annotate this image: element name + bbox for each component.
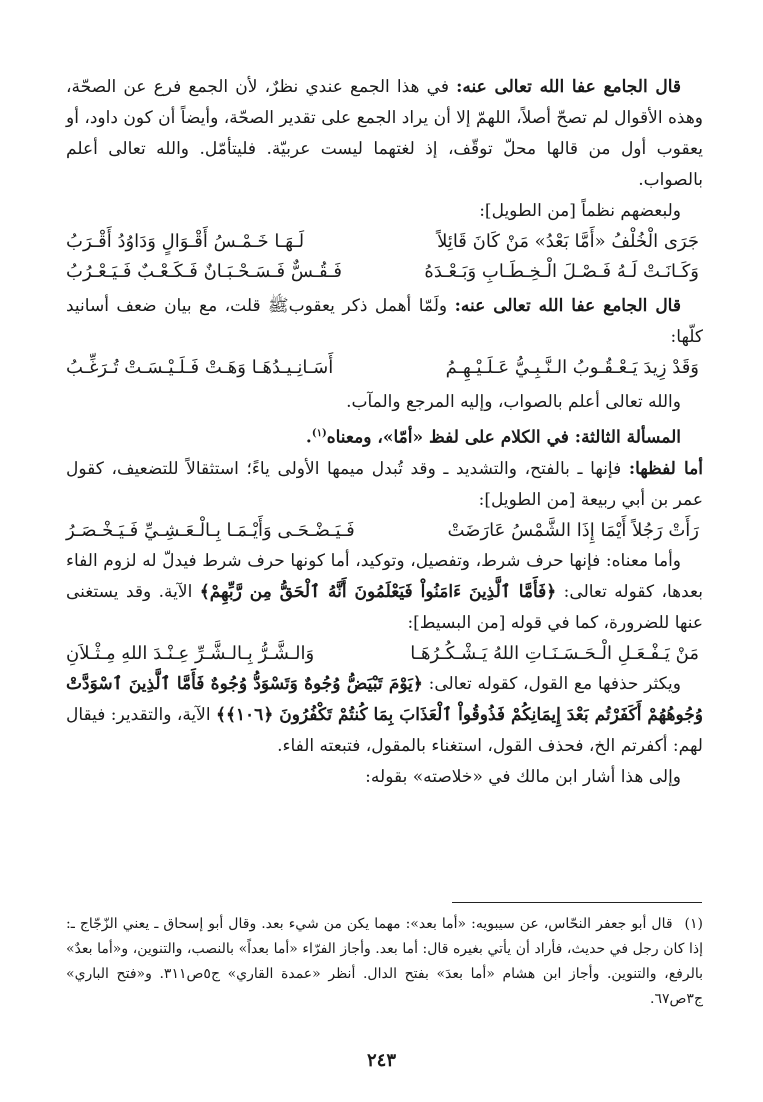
paragraph-1-heading: قال الجامع عفا الله تعالى عنه: (456, 77, 681, 97)
paragraph-8 (66, 669, 703, 762)
paragraph-4: والله تعالى أعلم بالصواب، وإليه المرجع والمآب. (346, 392, 681, 412)
verse-3 (66, 516, 703, 546)
verse-4-hemistich-b: وَالـشَّـرُّ بِـالـشَّـرِّ عِـنْـدَ اللهِ مِـثْـلاَنِ (66, 642, 315, 664)
paragraph-9: وإلى هذا أشار ابن مالك في «خلاصته» بقوله: (365, 766, 681, 787)
paragraph-6-text: فإنها ـ بالفتح، والتشديد ـ وقد تُبدل ميمها الأولى ياءً؛ استثقالاً للتضعيف، كقول عمر بن أبي ربيعة [من الطويل]: (66, 458, 703, 510)
verse-2-hemistich-a: وَقَدْ زِيدَ يَـعْـقُـوبُ الـنَّـبِـيُّ عَـلَـيْـهِـمُ (445, 357, 699, 378)
verse-1-hemistich-a1: جَرَى الْخُلْفُ «أَمَّا بَعْدُ» مَنْ كَانَ قَائِلاً (437, 231, 699, 252)
footnote-number: (١) (684, 916, 703, 932)
verse-4-hemistich-a: مَنْ يَـفْـعَـلِ الْـحَـسَـنَـاتِ اللهُ يَـشْـكُـرُهَـا (410, 642, 699, 664)
verse-3-hemistich-b: فَـيَـضْـحَـى وَأَيْـمَـا بِـالْـعَـشِـيِّ فَـيَـخْـصَـرُ (66, 519, 355, 541)
page-number: ٢٤٣ (366, 1050, 396, 1071)
verse-1-line-2 (66, 257, 703, 287)
page-body (66, 72, 703, 793)
paragraph-6-heading: أما لفظها: (628, 458, 703, 479)
section-heading-end: . (305, 427, 312, 448)
quran-quote-2: ﴿يَوْمَ تَبْيَضُّ وُجُوهٌ وَتَسْوَدُّ وُجُوهٌ فَأَمَّا ٱلَّذِينَ ٱسْوَدَّتْ وُجُوهُهُمْ أَكَفَرْتُم بَعْدَ إِيمَانِكُمْ فَذُوقُواْ ٱلْعَذَابَ بِمَا كُنتُمْ تَكْفُرُونَ ﴿١٠٦﴾﴾ (66, 673, 703, 725)
paragraph-1 (66, 72, 703, 196)
footnote-ref: (١) (311, 428, 327, 439)
section-heading (66, 418, 703, 454)
footnote-text: قال أبو جعفر النحّاس، عن سيبويه: «أما بعد»: مهما يكن من شيء بعد. وقال أبو إسحاق ـ يعني الزّجّاج ـ: إذا كان رجل في حديث، فأراد أن يأتي بغيره قال: أما بعد. وأجاز الفرّاء «أما بعداً» بالنصب، والتنوين، و«أما بعدٌ» بالرفع، والتنوين. وأجاز ابن هشام «أما بعدَ» بفتح الدال. أنظر «عمدة القاري» ج٥ص٣١١. و«فتح الباري» ج٣ص٦٧. (66, 916, 703, 1007)
section-heading-text: المسألة الثالثة: في الكلام على لفظ «أمّا»، ومعناه (326, 427, 681, 448)
footnote-divider (452, 902, 702, 903)
paragraph-8-text-2: الآية، والتقدير: فيقال لهم: أكفرتم الخ، فحذف القول، استغناء بالمقول، فتبعته الفاء. (66, 704, 703, 756)
verse-3-hemistich-a: رَأَتْ رَجُلاً أَيْمَا إِذَا الشَّمْسُ عَارَضَتْ (447, 519, 699, 541)
verse-1-hemistich-a2: وَكَـانَـتْ لَـهُ فَـصْـلَ الْـخِـطَـابِ وَبَـعْـدَهُ (424, 261, 699, 282)
verse-1-line-1 (66, 227, 703, 257)
footnote (66, 912, 703, 1012)
paragraph-7 (66, 546, 703, 639)
paragraph-3-heading: قال الجامع عفا الله تعالى عنه: (454, 296, 681, 316)
paragraph-3-text: ولَمّا أهمل ذكر يعقوبﷺ قلت، مع بيان ضعف أسانيد كلّها: (66, 296, 703, 347)
paragraph-7-text-2: الآية. وقد يستغنى عنها للضرورة، كما في قوله [من البسيط]: (66, 581, 703, 633)
paragraph-7-text-1: وأما معناه: فإنها حرف شرط، وتفصيل، وتوكيد، أما كونها حرف شرط فيدلّ له لزوم الفاء بعدها، كقوله تعالى: (66, 550, 703, 602)
verse-2-hemistich-b: أَسَـانِـيـدُهَـا وَهَـتْ فَـلَـيْـسَـتْ تُـرَغِّـبُ (66, 357, 334, 378)
verse-1-hemistich-b2: فَـقُـسٌّ فَـسَـحْـبَـانٌ فَـكَـعْـبٌ فَـيَـعْـرُبُ (66, 261, 343, 282)
verse-1-hemistich-b1: لَـهَـا خَـمْـسُ أَقْـوَالٍ وَدَاوُدُ أَقْـرَبُ (66, 231, 305, 252)
paragraph-8-text-1: ويكثر حذفها مع القول، كقوله تعالى: (422, 673, 681, 694)
verse-4 (66, 639, 703, 669)
verse-2 (66, 353, 703, 383)
quran-quote-1: ﴿فَأَمَّا ٱلَّذِينَ ءَامَنُواْ فَيَعْلَمُونَ أَنَّهُ ٱلْحَقُّ مِن رَّبِّهِمْ﴾ (199, 581, 557, 602)
paragraph-6 (66, 454, 703, 516)
paragraph-1-text: في هذا الجمع عندي نظرٌ، لأن الجمع فرع عن الصحّة، وهذه الأقوال لم تصحّ أصلاً، اللهمّ إلا أن يراد الجمع على تقدير الصحّة، وأيضاً أن كون داود، أو يعقوب أول من قالها محلّ توقّف، إذ لغتهما ليست عربيّة. فليتأمّل. والله تعالى أعلم بالصواب. (66, 77, 703, 190)
paragraph-3 (66, 291, 703, 353)
paragraph-2: ولبعضهم نظماً [من الطويل]: (479, 201, 681, 221)
